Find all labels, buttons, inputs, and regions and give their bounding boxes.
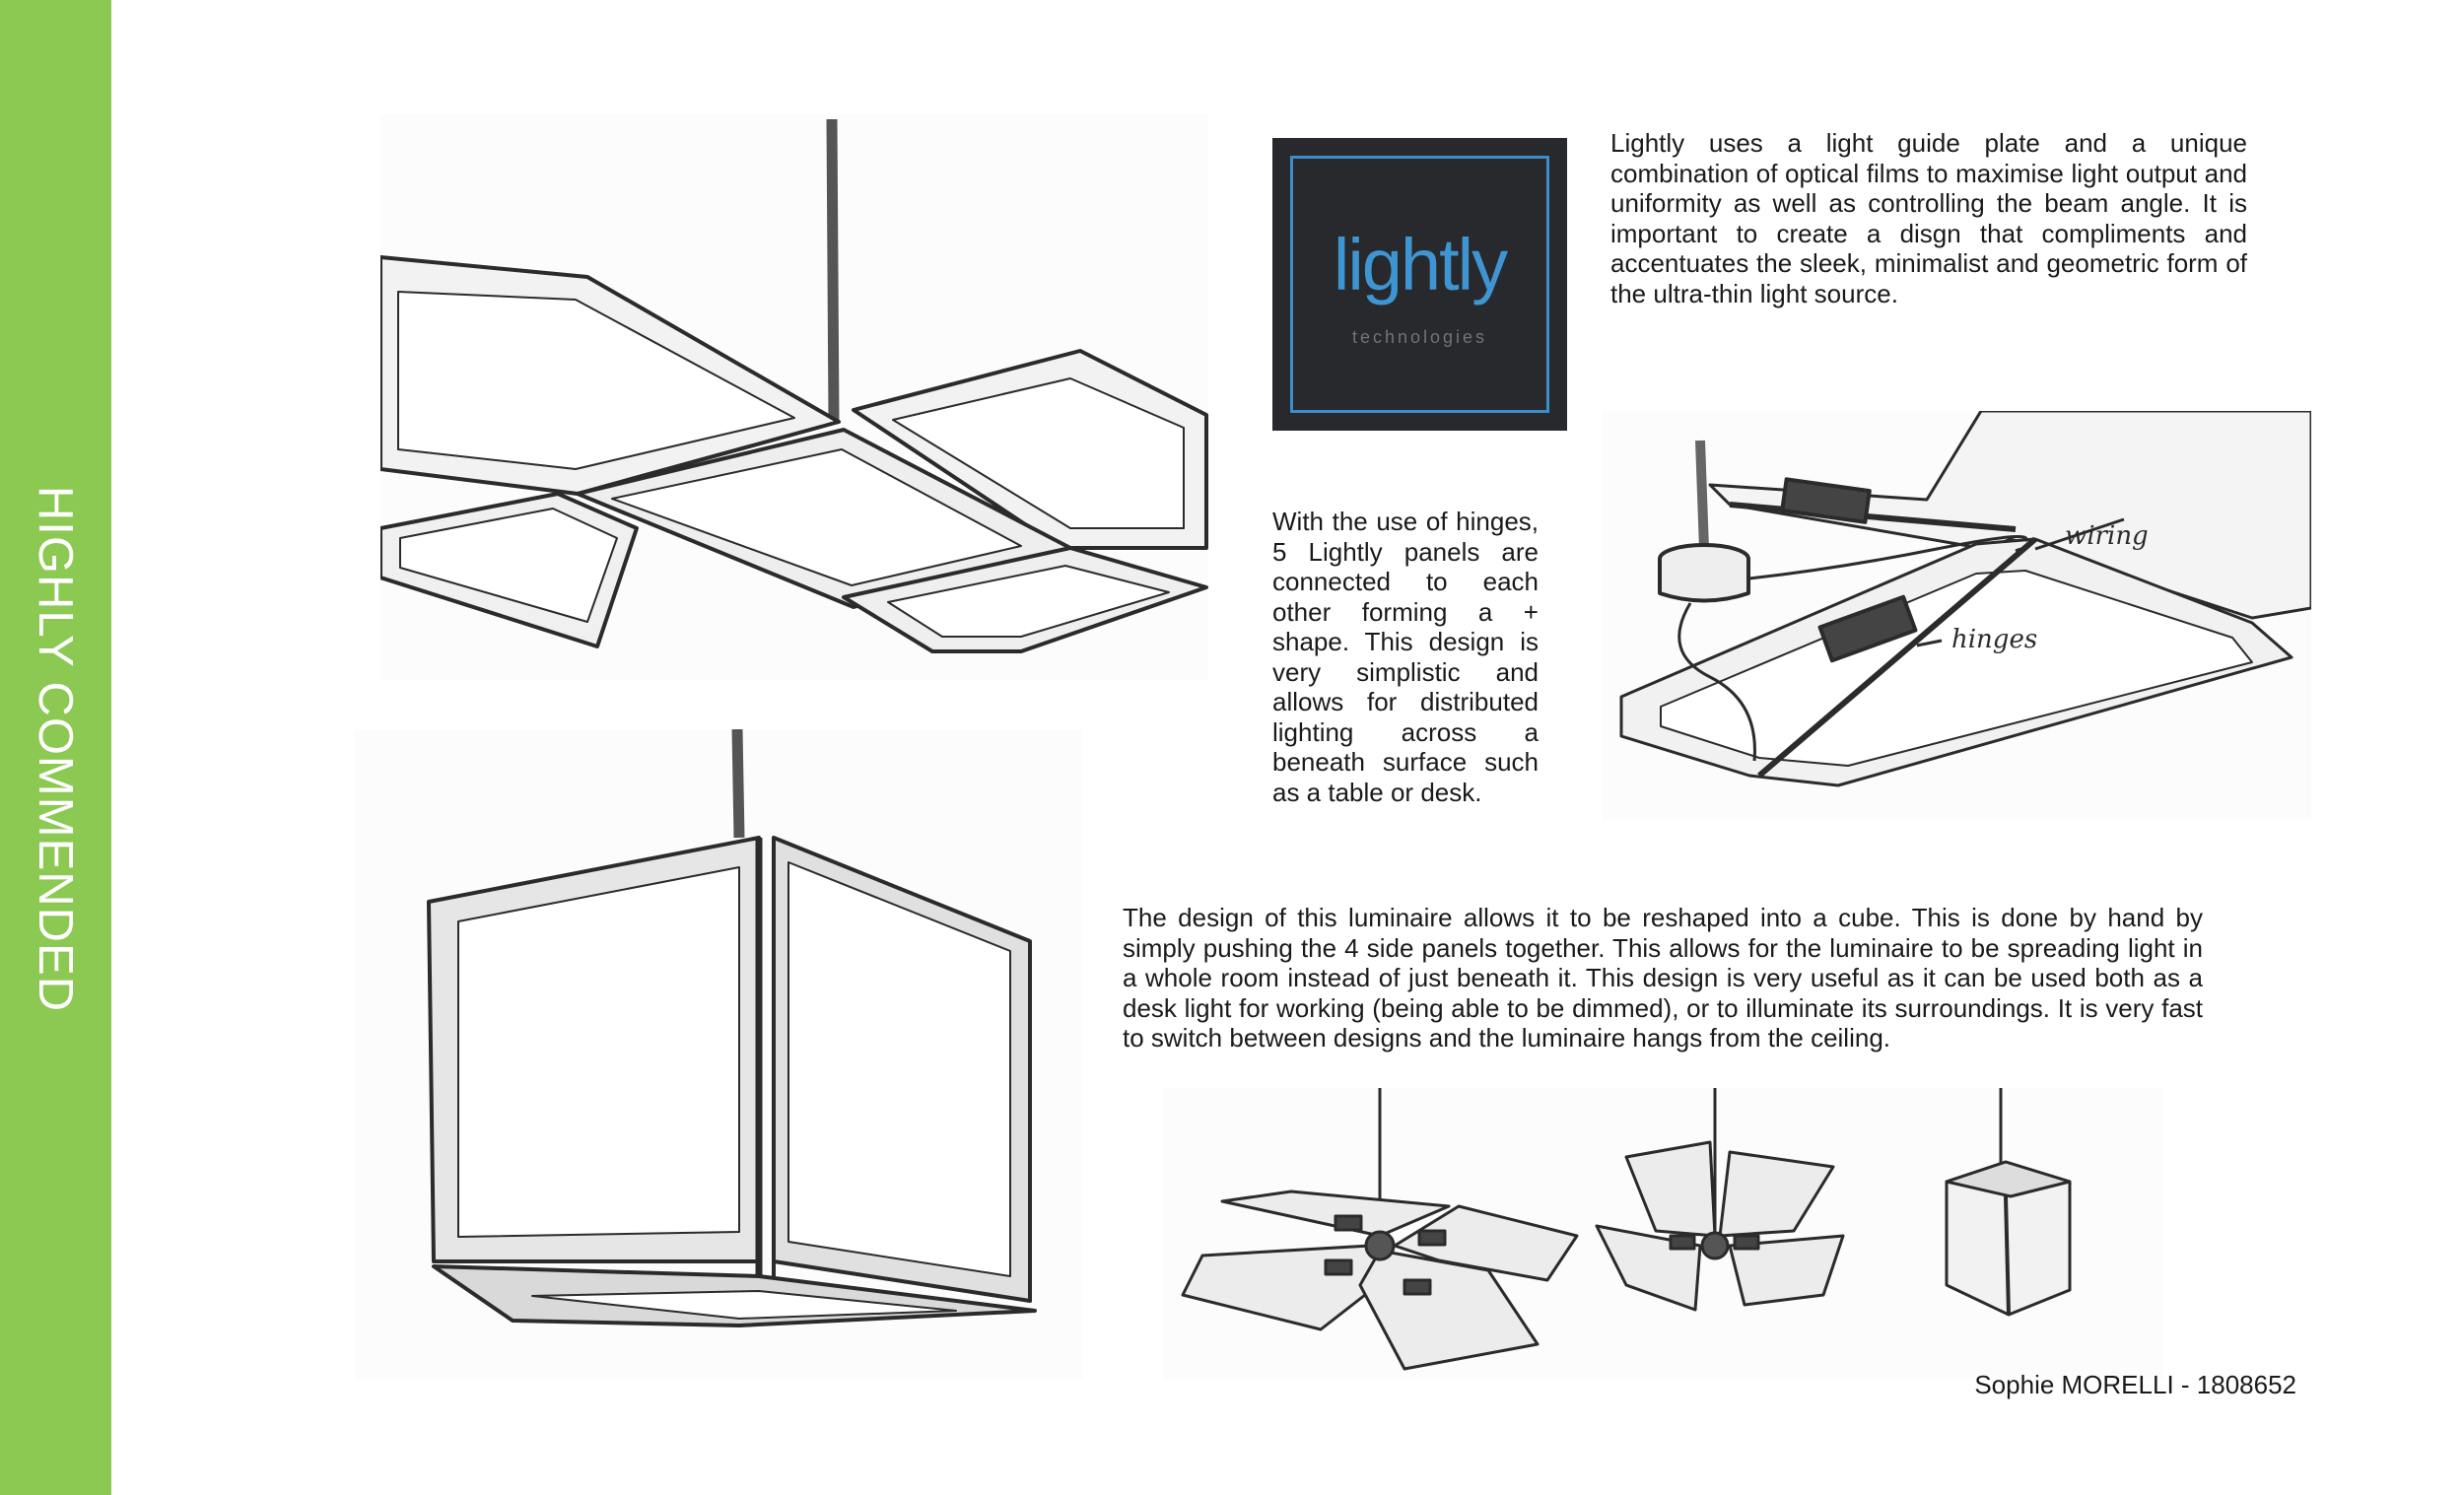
award-label: HIGHLY COMMENDED (29, 485, 82, 1013)
logo-wordmark: lightly (1333, 224, 1507, 306)
flat-luminaire-drawing (380, 114, 1208, 680)
lightly-logo (1272, 138, 1567, 431)
sketch-cube-luminaire (355, 729, 1082, 1380)
hinges-annotation: hinges (1951, 625, 2038, 654)
sidebar-band (0, 0, 111, 1495)
intro-paragraph: Lightly uses a light guide plate and a unique combination of optical films to maximise light output and uniformity as well as controlling the beam angle. It is important to create a disgn that compliments and accentuates the sleek, minimalist and geometric form of the ultra-thin light source. (1610, 128, 2247, 308)
cube-paragraph: The design of this luminaire allows it to be reshaped into a cube. This is done by hand by simply pushing the 4 side panels together. This allows for the luminaire to be spreading light in a whole room instead of just beneath it. This design is very useful as it can be used both as a desk light for working (being able to be dimmed), or to illuminate its surroundings. It is very fast to switch between designs and the luminaire hangs from the ceiling. (1123, 903, 2203, 1053)
transformation-drawing (1163, 1088, 2163, 1380)
hinges-paragraph: With the use of hinges, 5 Lightly panels are connected to each other forming a + shape. This design is very simplistic and allows for distributed lighting across a beneath surface such as a table or desk. (1272, 507, 1539, 807)
sketch-hinge-detail (1602, 411, 2311, 820)
logo-subtitle: technologies (1351, 327, 1488, 347)
wiring-annotation: wiring (2065, 521, 2149, 551)
cube-luminaire-drawing (355, 729, 1082, 1380)
sketch-transformation (1163, 1088, 2163, 1380)
sketch-flat-luminaire (380, 114, 1208, 680)
author-credit: Sophie MORELLI - 1808652 (1974, 1370, 2296, 1399)
hinge-detail-drawing (1602, 411, 2311, 820)
